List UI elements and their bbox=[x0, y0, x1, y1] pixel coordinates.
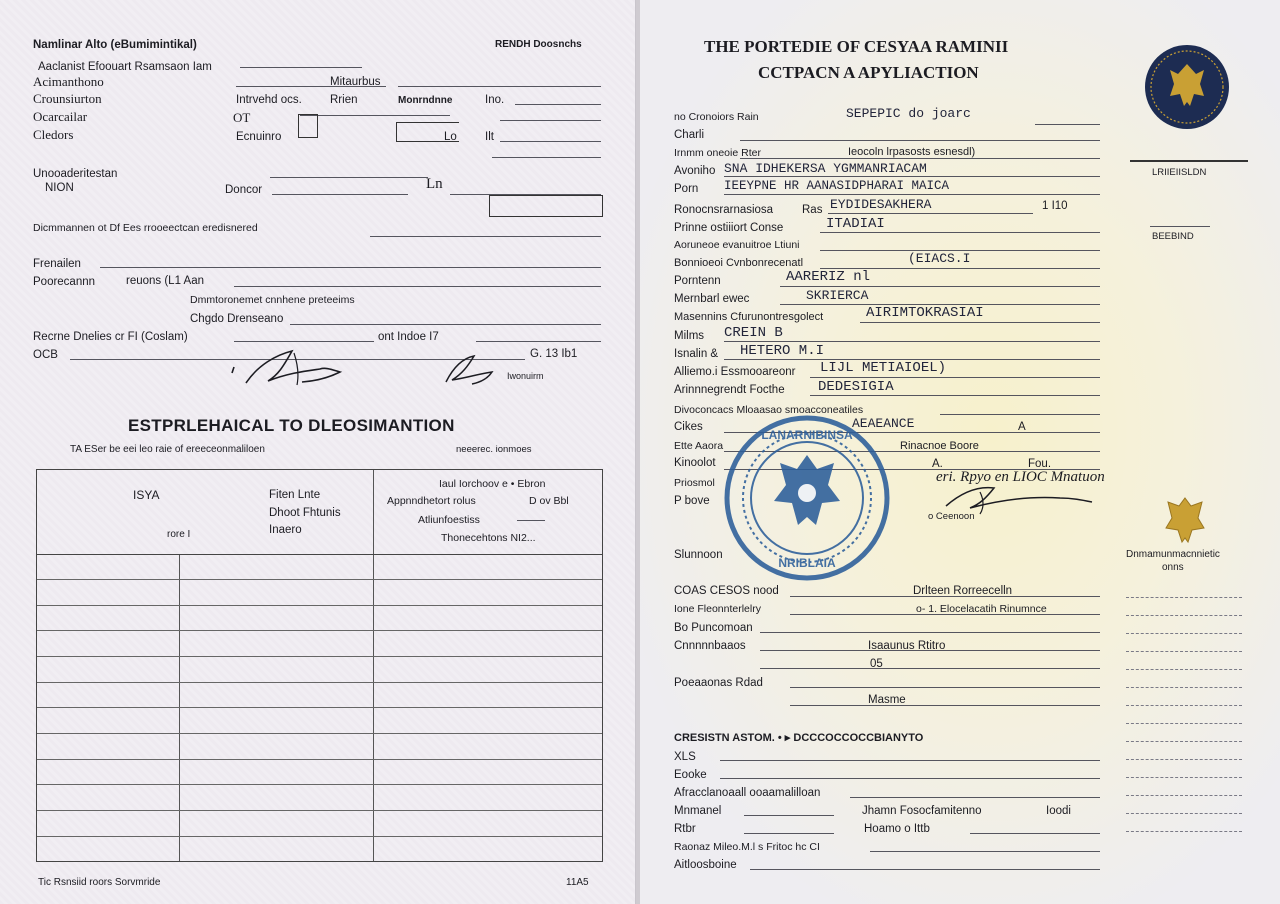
field-value: G. 13 Ib1 bbox=[530, 348, 578, 360]
field-line bbox=[744, 833, 834, 834]
field-label: Bonnioeoi Cvnbonrecenatl bbox=[674, 257, 804, 269]
field-line bbox=[500, 120, 601, 121]
dotted-line bbox=[1126, 723, 1242, 724]
table-row bbox=[37, 579, 602, 580]
field-line bbox=[270, 177, 428, 178]
field-line bbox=[828, 213, 1033, 214]
field-line bbox=[790, 614, 1100, 615]
field-label: Isaaunus Rtitro bbox=[868, 640, 946, 652]
table-header: Fiten Lnte bbox=[269, 489, 321, 501]
field-label: Drlteen Rorreecelln bbox=[913, 585, 1013, 597]
dotted-line bbox=[1126, 777, 1242, 778]
field-label: Irnmm oneoie Rter bbox=[674, 147, 761, 159]
side-rule bbox=[1130, 160, 1248, 162]
field-label: Ilt bbox=[485, 131, 494, 143]
section-title: ESTPRLEHAICAL TO DLEOSIMANTION bbox=[128, 416, 455, 435]
table-row bbox=[37, 759, 602, 760]
field-label: Ronocnsrarnasiosa bbox=[674, 204, 774, 216]
field-value: A bbox=[1018, 421, 1026, 433]
emblem-seal bbox=[1144, 44, 1230, 130]
field-line bbox=[300, 115, 450, 116]
side-label: onns bbox=[1162, 562, 1184, 573]
field-label: XLS bbox=[674, 751, 696, 763]
field-label: Cikes bbox=[674, 421, 703, 433]
field-label: Crounsiurton bbox=[33, 91, 102, 106]
field-value: HETERO M.I bbox=[740, 343, 825, 359]
field-line bbox=[820, 232, 1100, 233]
form-ref: RENDH Doosnchs bbox=[495, 39, 582, 50]
field-label: Ioodi bbox=[1046, 805, 1071, 817]
field-label: o- 1. Elocelacatih Rinumnce bbox=[916, 603, 1047, 615]
field-label: Lo bbox=[444, 131, 457, 143]
field-label: Ocarcailar bbox=[33, 109, 88, 124]
field-value: AEAEANCE bbox=[852, 416, 915, 431]
field-line bbox=[500, 141, 601, 142]
field-label: Ln bbox=[426, 176, 443, 192]
field-label: Intrvehd ocs. bbox=[236, 94, 302, 106]
stamp-text-bottom: NRIBLAIA bbox=[778, 556, 836, 570]
official-stamp bbox=[722, 413, 892, 583]
dotted-line bbox=[1126, 795, 1242, 796]
doc-title: THE PORTEDIE OF CESYAA RAMINII bbox=[704, 37, 1009, 56]
field-value: AIRIMTOKRASIAI bbox=[866, 305, 984, 321]
field-value: 05 bbox=[870, 658, 883, 670]
table-row bbox=[37, 836, 602, 837]
field-line bbox=[790, 705, 1100, 706]
field-line bbox=[720, 778, 1100, 779]
field-label: Rinacnoe Boore bbox=[900, 440, 979, 452]
dotted-line bbox=[1126, 669, 1242, 670]
field-value: EYDIDESAKHERA bbox=[830, 197, 932, 212]
dotted-line bbox=[1126, 831, 1242, 832]
stamp-text-top: LANARNIBINSA bbox=[761, 428, 853, 442]
field-label: Raonaz Mileo.M.l s Fritoc hc CI bbox=[674, 841, 820, 853]
dotted-line bbox=[1126, 813, 1242, 814]
field-line bbox=[740, 158, 1100, 159]
field-label: Avoniho bbox=[674, 165, 716, 177]
field-label: Aitloosboine bbox=[674, 859, 737, 871]
field-value: A. bbox=[932, 458, 943, 470]
field-value: Ieocoln lrpasosts esnesdl) bbox=[848, 146, 976, 158]
dotted-line bbox=[1126, 705, 1242, 706]
dotted-line bbox=[1126, 597, 1242, 598]
table-row bbox=[37, 630, 602, 631]
field-value: SEPEPIC do joarc bbox=[846, 106, 971, 121]
field-value: eri. Rpyo en LIOC Mnatuon bbox=[936, 469, 1105, 485]
field-label: Monrndnne bbox=[398, 95, 453, 106]
table-row bbox=[37, 784, 602, 785]
field-line bbox=[860, 322, 1100, 323]
field-line bbox=[970, 833, 1100, 834]
field-label: Arinnnegrendt Focthe bbox=[674, 384, 785, 396]
gold-crest bbox=[1160, 494, 1210, 546]
field-value: 1 I10 bbox=[1042, 200, 1068, 212]
table-row bbox=[37, 707, 602, 708]
table-header: ISYA bbox=[133, 488, 160, 502]
text-box[interactable] bbox=[489, 195, 603, 217]
table-row bbox=[37, 733, 602, 734]
field-value: Fou. bbox=[1028, 458, 1052, 470]
field-label: Slunnoon bbox=[674, 549, 723, 561]
table-row bbox=[37, 682, 602, 683]
field-line bbox=[810, 377, 1100, 378]
field-line bbox=[234, 341, 374, 342]
side-label: Dnmamunmacnnietic bbox=[1126, 549, 1220, 560]
field-label: Isnalin & bbox=[674, 348, 719, 360]
field-label: Frenailen bbox=[33, 258, 81, 270]
signature-caption: Iwonuirm bbox=[507, 371, 544, 381]
field-line bbox=[850, 797, 1100, 798]
stamp-shield bbox=[798, 484, 816, 502]
table-header: D ov Bbl bbox=[529, 495, 569, 507]
section-heading: CRESISTN ASTOM. • ▸ DCCCOCCOCCBIANYTO bbox=[674, 732, 924, 744]
field-line bbox=[810, 395, 1100, 396]
field-line bbox=[234, 286, 601, 287]
field-value: (EIACS.I bbox=[908, 251, 971, 266]
doc-subtitle: CCTPACN A APYLIACTION bbox=[758, 63, 979, 82]
field-line bbox=[744, 815, 834, 816]
field-line bbox=[398, 86, 601, 87]
dotted-line bbox=[1126, 687, 1242, 688]
left-page bbox=[0, 0, 636, 904]
field-line bbox=[780, 286, 1100, 287]
field-label: Dicmmannen ot Df Ees rrooeectcan eredisnered bbox=[33, 222, 258, 234]
crest-shape bbox=[1166, 498, 1204, 542]
dotted-line bbox=[1126, 741, 1242, 742]
field-label: Dmmtoronemet cnnhene preteeims bbox=[190, 294, 355, 306]
field-value: DEDESIGIA bbox=[818, 379, 894, 395]
side-rule bbox=[1150, 226, 1210, 227]
field-line bbox=[750, 869, 1100, 870]
field-label: Unooaderitestan bbox=[33, 168, 118, 180]
section-subtitle: TA ESer be eei leo raie of ereeceonmaliloen bbox=[70, 444, 265, 455]
field-label: ont Indoe I7 bbox=[378, 331, 439, 343]
field-label: Poeaaonas Rdad bbox=[674, 677, 763, 689]
field-label: Prinne ostiiiort Conse bbox=[674, 222, 784, 234]
field-line bbox=[760, 650, 1100, 651]
field-label: Aaclanist Efoouart Rsamsaon Iam bbox=[38, 61, 212, 73]
field-label: Porntenn bbox=[674, 275, 721, 287]
field-line bbox=[790, 687, 1100, 688]
table-row bbox=[37, 656, 602, 657]
field-label: P bove bbox=[674, 495, 710, 507]
field-label: Ette Aaora bbox=[674, 440, 724, 452]
side-label: BEEBIND bbox=[1152, 231, 1194, 242]
field-label: Masme bbox=[868, 694, 906, 706]
field-label: OCB bbox=[33, 349, 58, 361]
field-label: Aoruneoe evanuitroe Ltiuni bbox=[674, 239, 800, 251]
signature-2 bbox=[440, 352, 505, 390]
signature-1 bbox=[228, 345, 358, 390]
field-line bbox=[236, 86, 386, 87]
field-label: Afracclanoaall ooaamalilloan bbox=[674, 787, 821, 799]
field-line bbox=[790, 596, 1100, 597]
field-label: Cledors bbox=[33, 127, 74, 142]
field-line bbox=[760, 632, 1100, 633]
table-row bbox=[37, 810, 602, 811]
field-label: Charli bbox=[674, 129, 705, 141]
field-line bbox=[290, 324, 601, 325]
field-label: Ecnuinro bbox=[236, 131, 282, 143]
field-label: Doncor bbox=[225, 184, 263, 196]
field-value: SKRIERCA bbox=[806, 288, 869, 303]
field-line bbox=[517, 520, 545, 521]
table-header: Appnndhetort rolus bbox=[387, 495, 476, 507]
dotted-line bbox=[1126, 651, 1242, 652]
field-label: Ras bbox=[802, 204, 823, 216]
field-label: NION bbox=[45, 182, 74, 194]
field-line bbox=[1035, 124, 1100, 125]
field-label: Masennins Cfurunontresgolect bbox=[674, 311, 824, 323]
field-label: Alliemo.i Essmooareonr bbox=[674, 366, 796, 378]
table-header: Inaero bbox=[269, 524, 302, 536]
table-row bbox=[37, 605, 602, 606]
table-header: Thonecehtons NI2... bbox=[441, 532, 536, 544]
table-header-sub: rore I bbox=[167, 529, 191, 540]
field-label: Ino. bbox=[485, 94, 505, 106]
field-line bbox=[100, 267, 601, 268]
field-label: Bo Puncomoan bbox=[674, 622, 753, 634]
field-line bbox=[724, 176, 1100, 177]
field-value: LIJL METIAIOEL) bbox=[820, 360, 947, 376]
field-label: Porn bbox=[674, 183, 699, 195]
field-line bbox=[240, 67, 362, 68]
field-line bbox=[940, 414, 1100, 415]
field-line bbox=[370, 236, 601, 237]
field-line bbox=[724, 194, 1100, 195]
table-header: Iaul Iorchoov e • Ebron bbox=[439, 478, 546, 490]
field-label: Kinoolot bbox=[674, 457, 716, 469]
field-label: Divoconcacs Mloaasao smoacconeatiles bbox=[674, 404, 864, 416]
field-line bbox=[515, 104, 601, 105]
field-label: Eooke bbox=[674, 769, 707, 781]
field-label: COAS CESOS nood bbox=[674, 585, 779, 597]
table-header: Dhoot Fhtunis bbox=[269, 507, 341, 519]
field-line bbox=[724, 341, 1100, 342]
field-label: Mitaurbus bbox=[330, 76, 381, 88]
right-page bbox=[640, 0, 1280, 904]
field-label: Acimanthono bbox=[33, 74, 104, 89]
footer-left: Tic Rsnsiid roors Sorvmride bbox=[38, 877, 161, 888]
field-label: no Cronoiors Rain bbox=[674, 111, 759, 123]
field-label: Rtbr bbox=[674, 823, 696, 835]
field-label: Mernbarl ewec bbox=[674, 293, 750, 305]
field-label: o Ceenoon bbox=[928, 511, 975, 522]
section-subtitle-right: neeerec. ionmoes bbox=[456, 444, 532, 455]
field-line bbox=[760, 668, 1100, 669]
field-line bbox=[492, 157, 601, 158]
field-value: CREIN B bbox=[724, 325, 783, 341]
field-label: Recrne Dnelies cr FI (Coslam) bbox=[33, 331, 188, 343]
field-label: Cnnnnnbaaos bbox=[674, 640, 746, 652]
field-label: reuons (L1 Aan bbox=[126, 275, 205, 287]
field-line bbox=[740, 140, 1100, 141]
dotted-line bbox=[1126, 615, 1242, 616]
form-title: Namlinar Alto (eBumimintikal) bbox=[33, 39, 197, 51]
field-label: Mnmanel bbox=[674, 805, 722, 817]
table-divider bbox=[373, 470, 374, 861]
table-header-rule bbox=[37, 554, 602, 555]
field-line bbox=[272, 194, 408, 195]
field-value: SNA IDHEKERSA YGMMANRIACAM bbox=[724, 161, 927, 176]
field-label: Jhamn Fosocfamitenno bbox=[862, 805, 982, 817]
field-line bbox=[870, 851, 1100, 852]
dotted-line bbox=[1126, 633, 1242, 634]
field-label: Milms bbox=[674, 330, 705, 342]
footer-right: 11A5 bbox=[566, 877, 589, 888]
register-table bbox=[36, 469, 603, 862]
field-line bbox=[720, 760, 1100, 761]
field-value: AARERIZ nl bbox=[786, 269, 871, 285]
field-label: Chgdo Drenseano bbox=[190, 313, 284, 325]
field-label: Hoamo o Ittb bbox=[864, 823, 930, 835]
field-line bbox=[476, 341, 601, 342]
field-label: Priosmol bbox=[674, 477, 715, 489]
table-header: Atliunfoestiss bbox=[418, 514, 480, 526]
dotted-line bbox=[1126, 759, 1242, 760]
field-label: Rrien bbox=[330, 94, 358, 106]
side-label: LRIIEIISLDN bbox=[1152, 167, 1207, 178]
checkbox[interactable] bbox=[298, 114, 318, 138]
field-label: Ione Fleonnterlelry bbox=[674, 603, 761, 615]
field-label: OT bbox=[233, 110, 251, 125]
field-value: ITADIAI bbox=[826, 216, 885, 232]
field-value: IEEYPNE HR AANASIDPHARAI MAICA bbox=[724, 179, 950, 193]
field-label: Poorecannn bbox=[33, 276, 96, 288]
